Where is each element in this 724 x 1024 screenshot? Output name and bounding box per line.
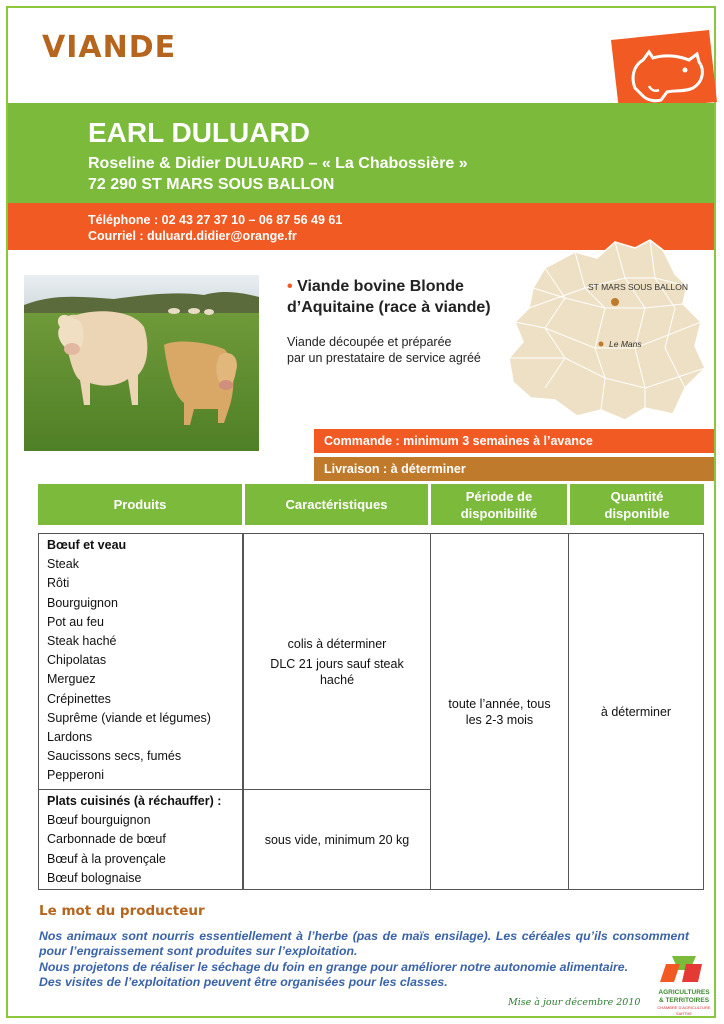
products-group2-list <box>47 792 221 888</box>
list-item: Bœuf bourguignon <box>47 813 151 828</box>
logo-line2: & TERRITOIRES <box>658 997 710 1004</box>
group1-title: Bœuf et veau <box>47 538 127 552</box>
carac-group2-text: sous vide, minimum 20 kg <box>264 833 410 847</box>
map-city-label: Le Mans <box>609 339 642 349</box>
table-header-periode: Période de disponibilité <box>431 484 567 525</box>
table-header-caracteristiques: Caractéristiques <box>245 484 428 525</box>
product-sub-line1: Viande découpée et préparée <box>287 335 452 349</box>
farm-address: 72 290 ST MARS SOUS BALLON <box>88 176 335 193</box>
periode-text: toute l’année, tous les 2-3 mois <box>448 697 551 727</box>
producer-p1: Nos animaux sont nourris essentiellement à l’herbe (pas de maïs ensilage). Les céréales qu’ils consomment pour l’engraissement sont produites sur l’exploitation. <box>39 929 689 959</box>
table-header-quantite: Quantité disponible <box>570 484 704 525</box>
products-group1-list <box>47 536 211 786</box>
contact-email[interactable]: Courriel : duluard.didier@orange.fr <box>88 229 297 243</box>
order-bar: Commande : minimum 3 semaines à l’avance <box>314 429 714 453</box>
list-item: Suprême (viande et légumes) <box>47 710 211 725</box>
list-item: Steak haché <box>47 634 117 649</box>
cow-logo-icon <box>605 30 717 110</box>
producer-title: Le mot du producteur <box>39 903 205 919</box>
update-date: Mise à jour décembre 2010 <box>508 997 641 1008</box>
list-item: Merguez <box>47 672 96 687</box>
product-title-line2: d’Aquitaine (race à viande) <box>287 299 491 316</box>
delivery-bar: Livraison : à déterminer <box>314 457 714 481</box>
list-item: Chipolatas <box>47 653 107 668</box>
logo-line3: CHAMBRE D'AGRICULTURE <box>657 1005 711 1010</box>
category-title: VIANDE <box>42 30 177 65</box>
cows-photo <box>24 275 259 451</box>
product-title-line1: Viande bovine Blonde <box>297 278 464 295</box>
list-item: Rôti <box>47 576 70 591</box>
contact-phone: Téléphone : 02 43 27 37 10 – 06 87 56 49 61 <box>88 213 343 227</box>
list-item: Pot au feu <box>47 614 104 629</box>
list-item: Bœuf bolognaise <box>47 870 142 885</box>
carac-group1-text: colis à déterminer DLC 21 jours sauf steak haché <box>270 637 404 687</box>
list-item: Crépinettes <box>47 691 111 706</box>
producer-p2: Nous projetons de réaliser le séchage du foin en grange pour améliorer notre autonomie alimentaire. <box>39 959 629 974</box>
product-sub-line2: par un prestataire de service agréé <box>287 351 481 365</box>
list-item: Saucissons secs, fumés <box>47 749 182 764</box>
list-item: Steak <box>47 557 79 572</box>
farm-owners: Roseline & Didier DULUARD – « La Chabossière » <box>88 155 468 172</box>
list-item: Lardons <box>47 730 93 745</box>
producer-p3: Des visites de l’exploitation peuvent être organisées pour les classes. <box>39 975 448 990</box>
list-item: Pepperoni <box>47 768 104 783</box>
chambre-agriculture-logo-icon <box>652 950 716 1018</box>
farm-banner <box>8 103 714 203</box>
list-item: Bourguignon <box>47 595 118 610</box>
table-header-produits: Produits <box>38 484 242 525</box>
map-town-label: ST MARS SOUS BALLON <box>588 282 688 292</box>
quantite-text: à déterminer <box>600 705 672 719</box>
logo-line4: SARTHE <box>675 1011 693 1016</box>
group2-title: Plats cuisinés (à réchauffer) : <box>47 794 222 808</box>
sarthe-map <box>505 238 710 423</box>
product-subtitle <box>287 334 481 366</box>
producer-text <box>39 929 689 991</box>
logo-line1: AGRICULTURES <box>658 989 710 996</box>
product-title <box>287 276 491 318</box>
list-item: Bœuf à la provençale <box>47 851 166 866</box>
bullet: • <box>287 278 293 295</box>
list-item: Carbonnade de bœuf <box>47 832 166 847</box>
farm-name: EARL DULUARD <box>88 117 310 148</box>
